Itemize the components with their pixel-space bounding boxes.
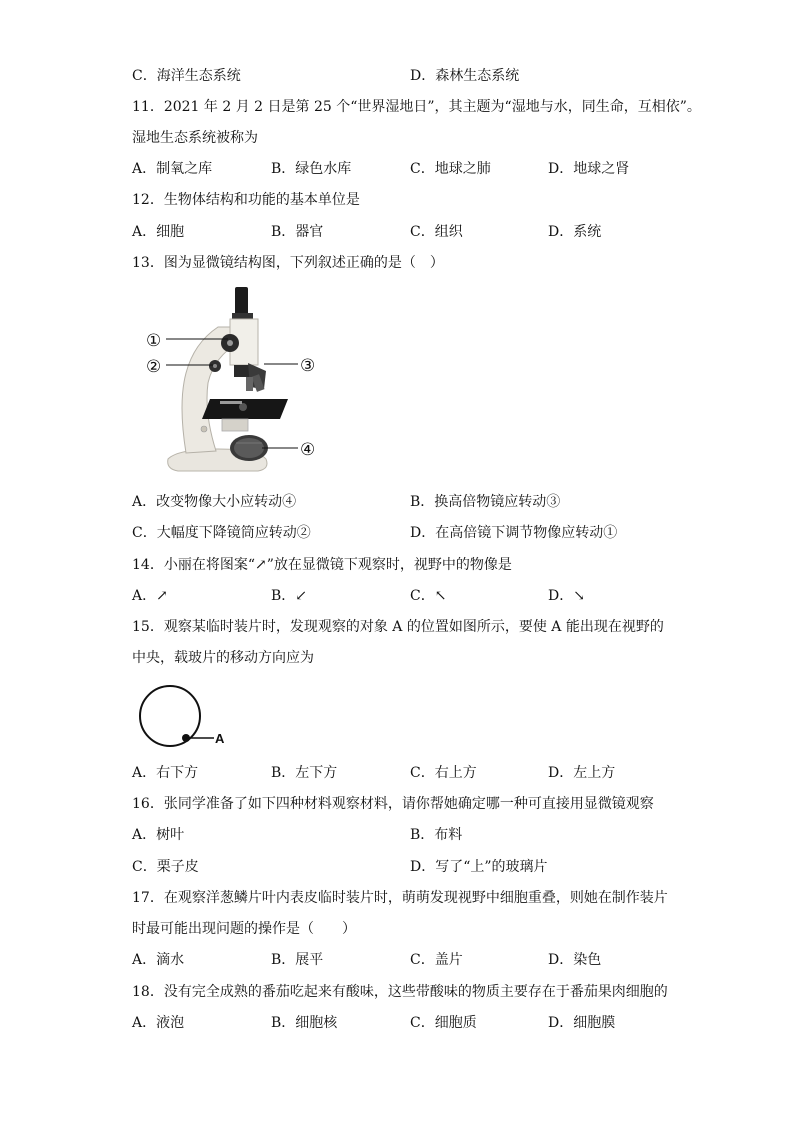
object-a-label: A bbox=[215, 731, 225, 746]
q18-option-a: A．液泡 bbox=[132, 1015, 185, 1031]
q10-option-d: D．森林生态系统 bbox=[410, 68, 520, 84]
q12-option-b: B．器官 bbox=[271, 224, 324, 240]
label-4: ④ bbox=[300, 440, 316, 460]
microscope-drawing bbox=[138, 283, 338, 479]
q18-stem: 18．没有完全成熟的番茄吃起来有酸味，这些带酸味的物质主要存在于番茄果肉细胞的 bbox=[132, 984, 668, 1000]
label-1: ① bbox=[146, 331, 162, 351]
q14-option-b: B．↙ bbox=[271, 588, 308, 604]
q15-option-b: B．左下方 bbox=[271, 765, 338, 781]
q18-option-b: B．细胞核 bbox=[271, 1015, 338, 1031]
q11-stem-line2: 湿地生态系统被称为 bbox=[132, 130, 258, 146]
q10-option-c: C．海洋生态系统 bbox=[132, 68, 241, 84]
q16-option-a: A．树叶 bbox=[132, 827, 185, 843]
field-of-view-figure bbox=[136, 684, 236, 750]
q17-option-a: A．滴水 bbox=[132, 952, 185, 968]
q14-option-d: D．↘ bbox=[548, 588, 585, 604]
microscope-figure bbox=[138, 283, 338, 479]
q17-option-d: D．染色 bbox=[548, 952, 602, 968]
q15-option-a: A．右下方 bbox=[132, 765, 199, 781]
q16-option-d: D．写了“上”的玻璃片 bbox=[410, 859, 548, 875]
q17-option-c: C．盖片 bbox=[410, 952, 463, 968]
q17-option-b: B．展平 bbox=[271, 952, 324, 968]
label-3: ③ bbox=[300, 356, 316, 376]
q13-option-d: D．在高倍镜下调节物像应转动① bbox=[410, 525, 618, 541]
q12-stem: 12．生物体结构和功能的基本单位是 bbox=[132, 192, 360, 208]
q12-option-d: D．系统 bbox=[548, 224, 602, 240]
q11-option-a: A．制氧之库 bbox=[132, 161, 213, 177]
q12-option-a: A．细胞 bbox=[132, 224, 185, 240]
q11-option-c: C．地球之肺 bbox=[410, 161, 491, 177]
q12-option-c: C．组织 bbox=[410, 224, 463, 240]
q18-option-d: D．细胞膜 bbox=[548, 1015, 616, 1031]
q18-option-c: C．细胞质 bbox=[410, 1015, 477, 1031]
field-of-view-drawing bbox=[136, 684, 236, 750]
label-2: ② bbox=[146, 357, 162, 377]
q11-option-d: D．地球之肾 bbox=[548, 161, 630, 177]
q13-stem: 13．图为显微镜结构图，下列叙述正确的是（ ） bbox=[132, 255, 444, 271]
q14-stem: 14．小丽在将图案“↗”放在显微镜下观察时，视野中的物像是 bbox=[132, 557, 512, 573]
q16-option-c: C．栗子皮 bbox=[132, 859, 199, 875]
q14-option-c: C．↖ bbox=[410, 588, 447, 604]
q16-stem: 16．张同学准备了如下四种材料观察材料，请你帮她确定哪一种可直接用显微镜观察 bbox=[132, 796, 654, 812]
q15-stem-line1: 15．观察某临时装片时，发现观察的对象 A 的位置如图所示，要使 A 能出现在视野的 bbox=[132, 619, 664, 635]
q11-stem-line1: 11．2021 年 2 月 2 日是第 25 个“世界湿地日”，其主题为“湿地与水，同生命，互相依”。 bbox=[132, 99, 701, 115]
q15-stem-line2: 中央，载玻片的移动方向应为 bbox=[132, 650, 314, 666]
q11-option-b: B．绿色水库 bbox=[271, 161, 352, 177]
q14-option-a: A．↗ bbox=[132, 588, 168, 604]
q15-option-d: D．左上方 bbox=[548, 765, 616, 781]
q13-option-a: A．改变物像大小应转动④ bbox=[132, 494, 297, 510]
q17-stem-line1: 17．在观察洋葱鳞片叶内表皮临时装片时，萌萌发现视野中细胞重叠，则她在制作装片 bbox=[132, 890, 668, 906]
q16-option-b: B．布料 bbox=[410, 827, 463, 843]
q13-option-c: C．大幅度下降镜筒应转动② bbox=[132, 525, 311, 541]
q13-option-b: B．换高倍物镜应转动③ bbox=[410, 494, 561, 510]
q15-option-c: C．右上方 bbox=[410, 765, 477, 781]
q17-stem-line2: 时最可能出现问题的操作是（ ） bbox=[132, 921, 356, 937]
